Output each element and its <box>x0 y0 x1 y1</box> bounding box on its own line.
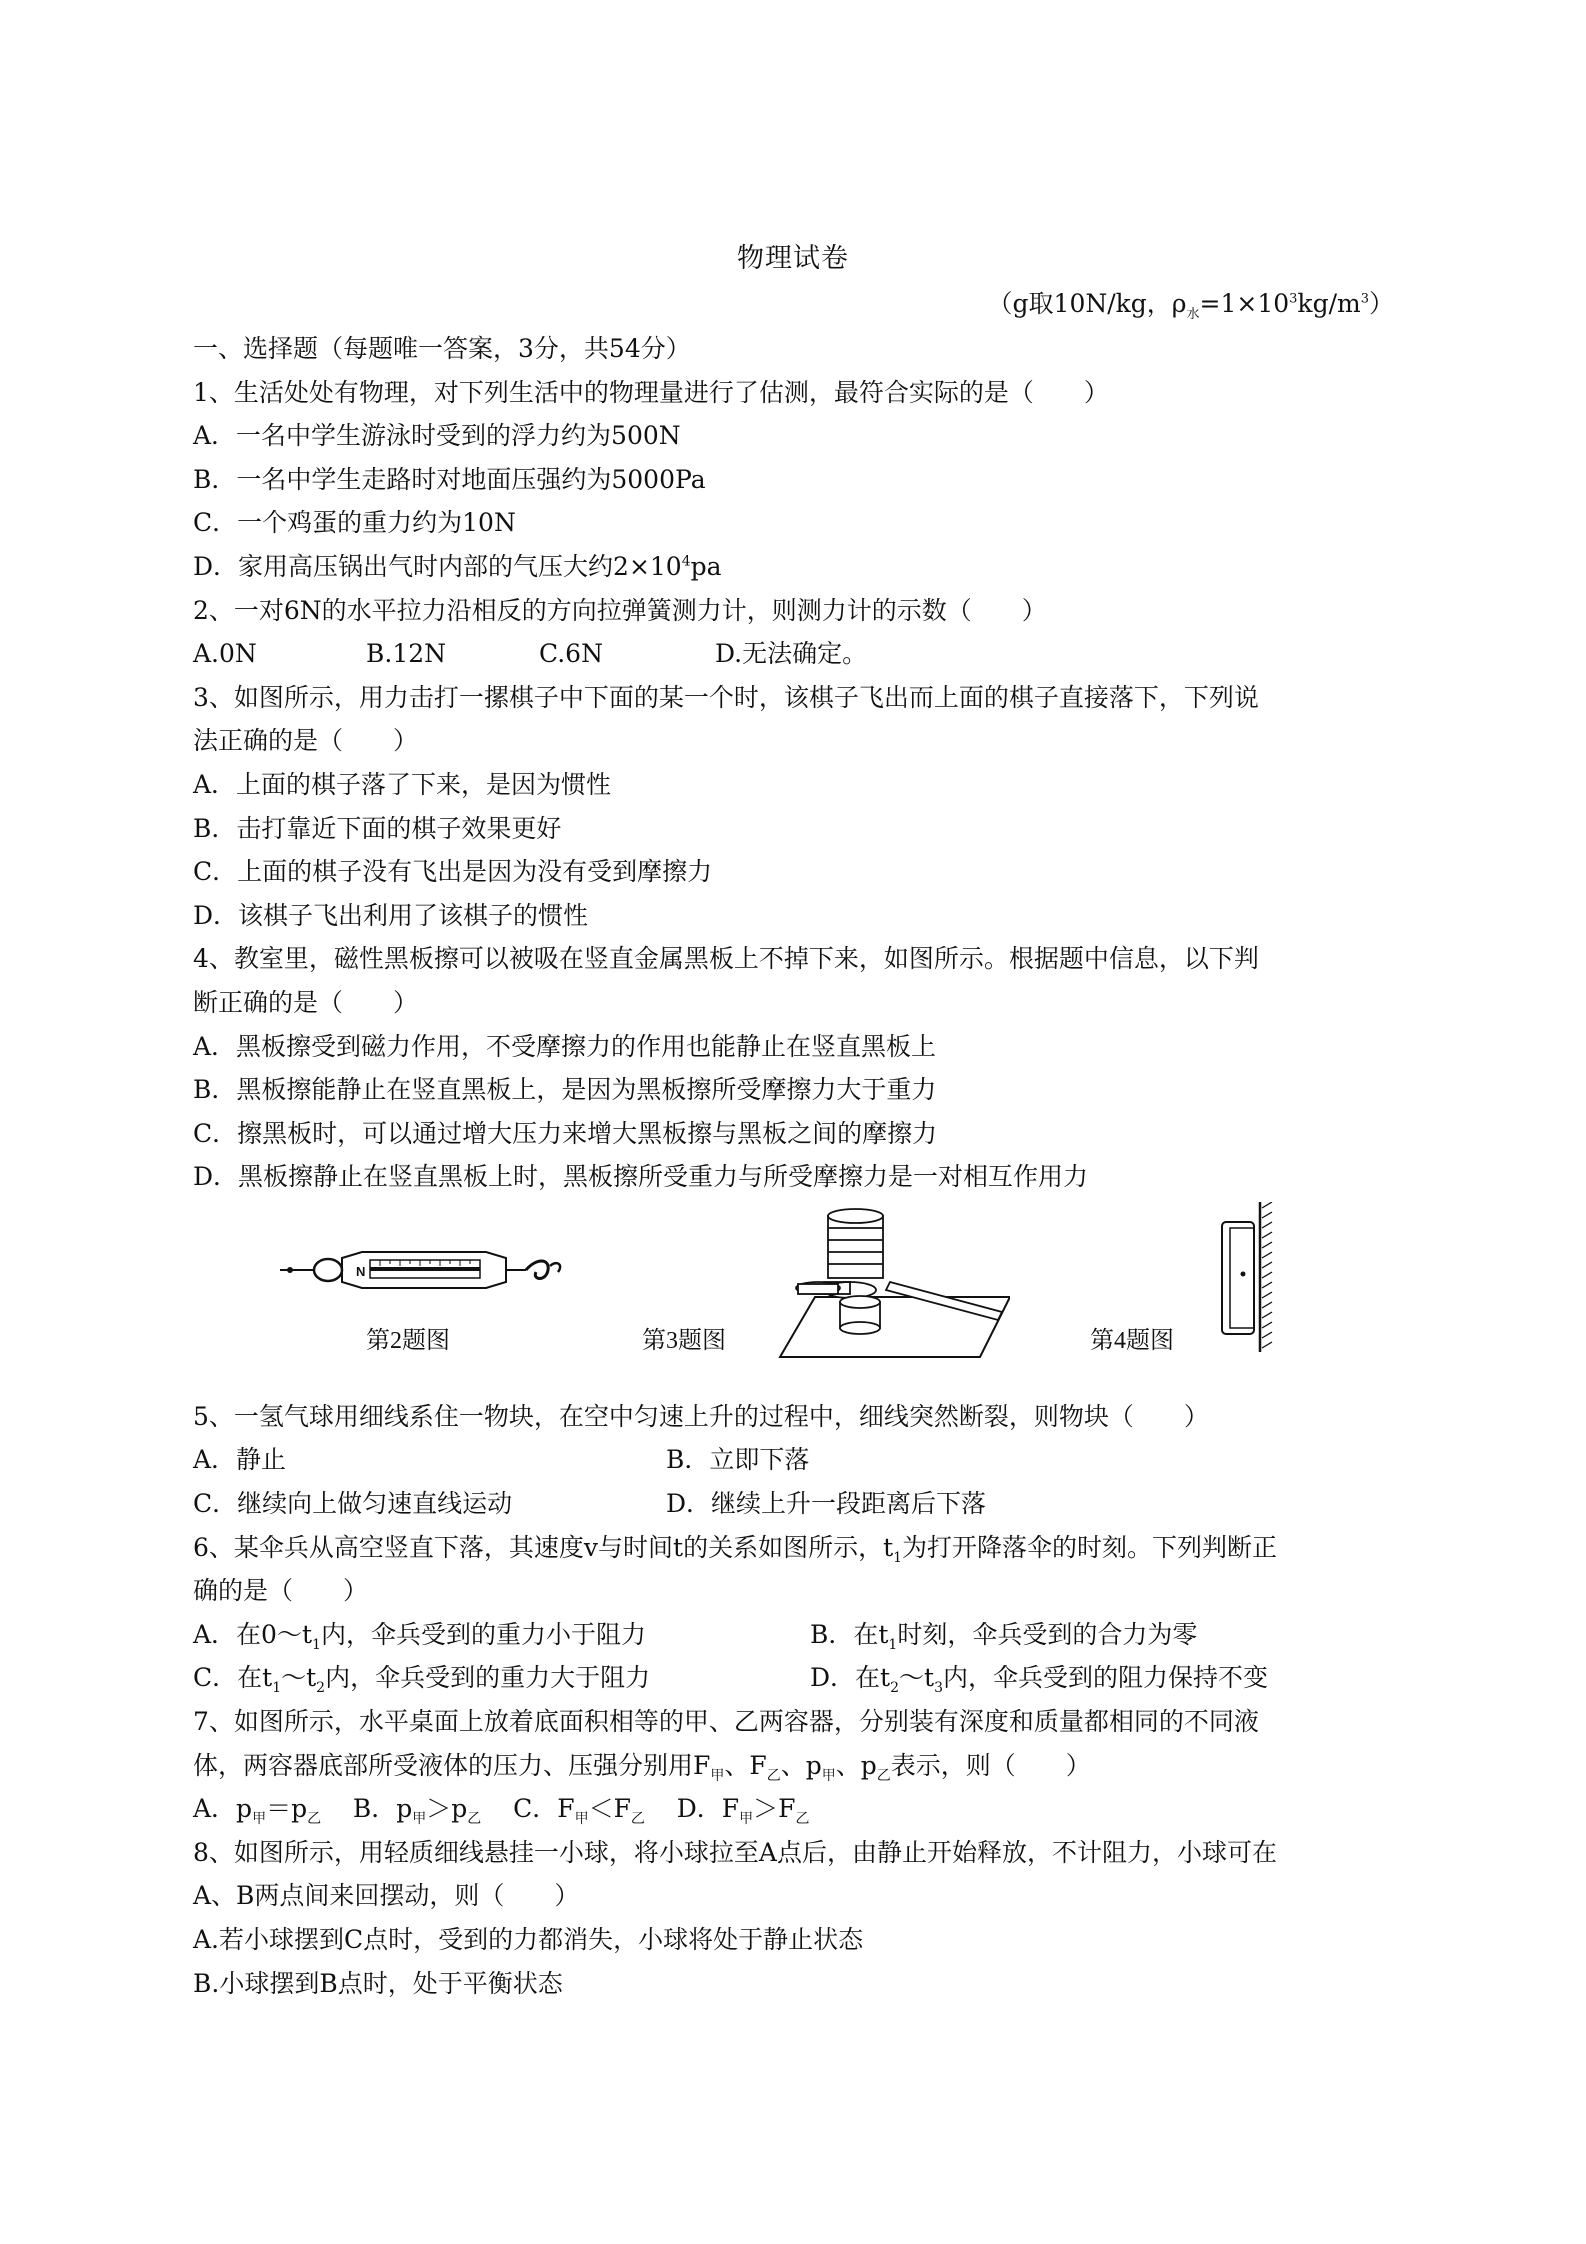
q4-option-a: A．黑板擦受到磁力作用，不受摩擦力的作用也能静止在竖直黑板上 <box>193 1031 937 1061</box>
q3-stem-line1: 3、如图所示，用力击打一摞棋子中下面的某一个时，该棋子飞出而上面的棋子直接落下，下列说 <box>193 682 1259 712</box>
q8-option-a: A.若小球摆到C点时，受到的力都消失，小球将处于静止状态 <box>193 1925 864 1954</box>
q1-option-a: A．一名中学生游泳时受到的浮力约为500N <box>193 421 681 451</box>
q7-option-c: C．$F_甲<F_乙$ <box>513 1794 645 1828</box>
figures-row <box>270 1210 1280 1360</box>
q1-option-c: C．一个鸡蛋的重力约为10N <box>193 508 516 538</box>
q3-option-c: C．上面的棋子没有飞出是因为没有受到摩擦力 <box>193 857 713 887</box>
spring-scale-figure <box>280 1240 600 1300</box>
constants-note: （g取10N/kg，$\rho_水=1\times 10^3kg/m^3$） <box>987 289 1394 322</box>
q6-options-row2 <box>193 1656 1403 1700</box>
q2-stem: 2、一对6N的水平拉力沿相反的方向拉弹簧测力计，则测力计的示数（ ） <box>193 595 1047 625</box>
q4-option-b: B．黑板擦能静止在竖直黑板上，是因为黑板擦所受摩擦力大于重力 <box>193 1075 937 1105</box>
q5-option-b: B．立即下落 <box>666 1445 810 1475</box>
q4-stem-line1: 4、教室里，磁性黑板擦可以被吸在竖直金属黑板上不掉下来，如图所示。根据题中信息，以下判 <box>193 944 1259 974</box>
q2-option-b: B.12N <box>366 639 447 669</box>
q7-options <box>193 1787 1403 1831</box>
q8-stem-line2: A、B两点间来回摆动，则（ ） <box>193 1881 580 1911</box>
q6-options-row1 <box>193 1613 1403 1657</box>
q5-option-c: C．继续向上做匀速直线运动 <box>193 1489 513 1519</box>
q7-option-d: D．$F_甲>F_乙$ <box>676 1794 810 1828</box>
q2-option-d: D.无法确定。 <box>715 639 868 669</box>
q2-options <box>193 632 1403 676</box>
q3-stem-line2: 法正确的是（ ） <box>193 726 419 756</box>
q3-option-b: B．击打靠近下面的棋子效果更好 <box>193 813 562 843</box>
q7-stem-line1: 7、如图所示，水平桌面上放着底面积相等的甲、乙两容器，分别装有深度和质量都相同的不同液 <box>193 1707 1259 1737</box>
q8-stem-line1: 8、如图所示，用轻质细线悬挂一小球，将小球拉至A点后，由静止开始释放，不计阻力，小球可在 <box>193 1837 1277 1867</box>
q6-stem-line1: 6、某伞兵从高空竖直下落，其速度v与时间t的关系如图所示，$t_1$为打开降落伞的时刻。下列判断正 <box>193 1532 1278 1566</box>
fig2-caption: 第2题图 <box>366 1328 450 1354</box>
q6-stem-line2: 确的是（ ） <box>193 1576 369 1606</box>
q5-option-d: D．继续上升一段距离后下落 <box>666 1489 987 1519</box>
fig3-caption: 第3题图 <box>642 1328 726 1354</box>
page-title: 物理试卷 <box>737 243 849 274</box>
q5-stem: 5、一氢气球用细线系住一物块，在空中匀速上升的过程中，细线突然断裂，则物块（ ） <box>193 1401 1209 1431</box>
q7-stem-line2: 体，两容器底部所受液体的压力、压强分别用$F_甲$、$F_乙$、$p_甲$、$p_乙$表示，则（ ） <box>193 1750 1091 1784</box>
chess-stack-figure <box>740 1202 1010 1362</box>
q5-options-row1 <box>193 1438 1403 1482</box>
q5-options-row2 <box>193 1482 1403 1526</box>
svg-text:N: N <box>356 1264 366 1279</box>
q6-option-a: A．在$0\sim t_1$内，伞兵受到的重力小于阻力 <box>193 1619 646 1653</box>
q4-option-c: C．擦黑板时，可以通过增大压力来增大黑板擦与黑板之间的摩擦力 <box>193 1118 938 1148</box>
q1-option-b: B．一名中学生走路时对地面压强约为5000Pa <box>193 464 706 494</box>
q6-option-c: C．在$t_1\sim t_2$内，伞兵受到的重力大于阻力 <box>193 1663 651 1697</box>
q4-option-d: D．黑板擦静止在竖直黑板上时，黑板擦所受重力与所受摩擦力是一对相互作用力 <box>193 1162 1089 1192</box>
q6-option-d: D．在$t_2\sim t_3$内，伞兵受到的阻力保持不变 <box>810 1663 1268 1697</box>
q1-option-d: D．家用高压锅出气时内部的气压大约$2\times 10^4pa$ <box>193 551 722 581</box>
q6-option-b: B．在$t_1$时刻，伞兵受到的合力为零 <box>810 1619 1198 1653</box>
eraser-wall-figure <box>1210 1202 1280 1352</box>
q3-option-d: D．该棋子飞出利用了该棋子的惯性 <box>193 900 589 930</box>
q2-option-c: C.6N <box>539 639 603 669</box>
fig4-caption: 第4题图 <box>1090 1328 1174 1354</box>
q7-option-a: A．$p_甲=p_乙$ <box>193 1794 322 1828</box>
q2-option-a: A.0N <box>193 639 257 669</box>
q1-stem: 1、生活处处有物理，对下列生活中的物理量进行了估测，最符合实际的是（ ） <box>193 377 1109 407</box>
section-heading: 一、选择题（每题唯一答案，3分，共54分） <box>193 334 691 363</box>
q7-option-b: B．$p_甲>p_乙$ <box>352 1794 482 1828</box>
question-list <box>193 327 1403 2005</box>
q4-stem-line2: 断正确的是（ ） <box>193 987 419 1017</box>
q5-option-a: A．静止 <box>193 1445 287 1475</box>
q3-option-a: A．上面的棋子落了下来，是因为惯性 <box>193 769 612 799</box>
q8-option-b: B.小球摆到B点时，处于平衡状态 <box>193 1968 563 1998</box>
